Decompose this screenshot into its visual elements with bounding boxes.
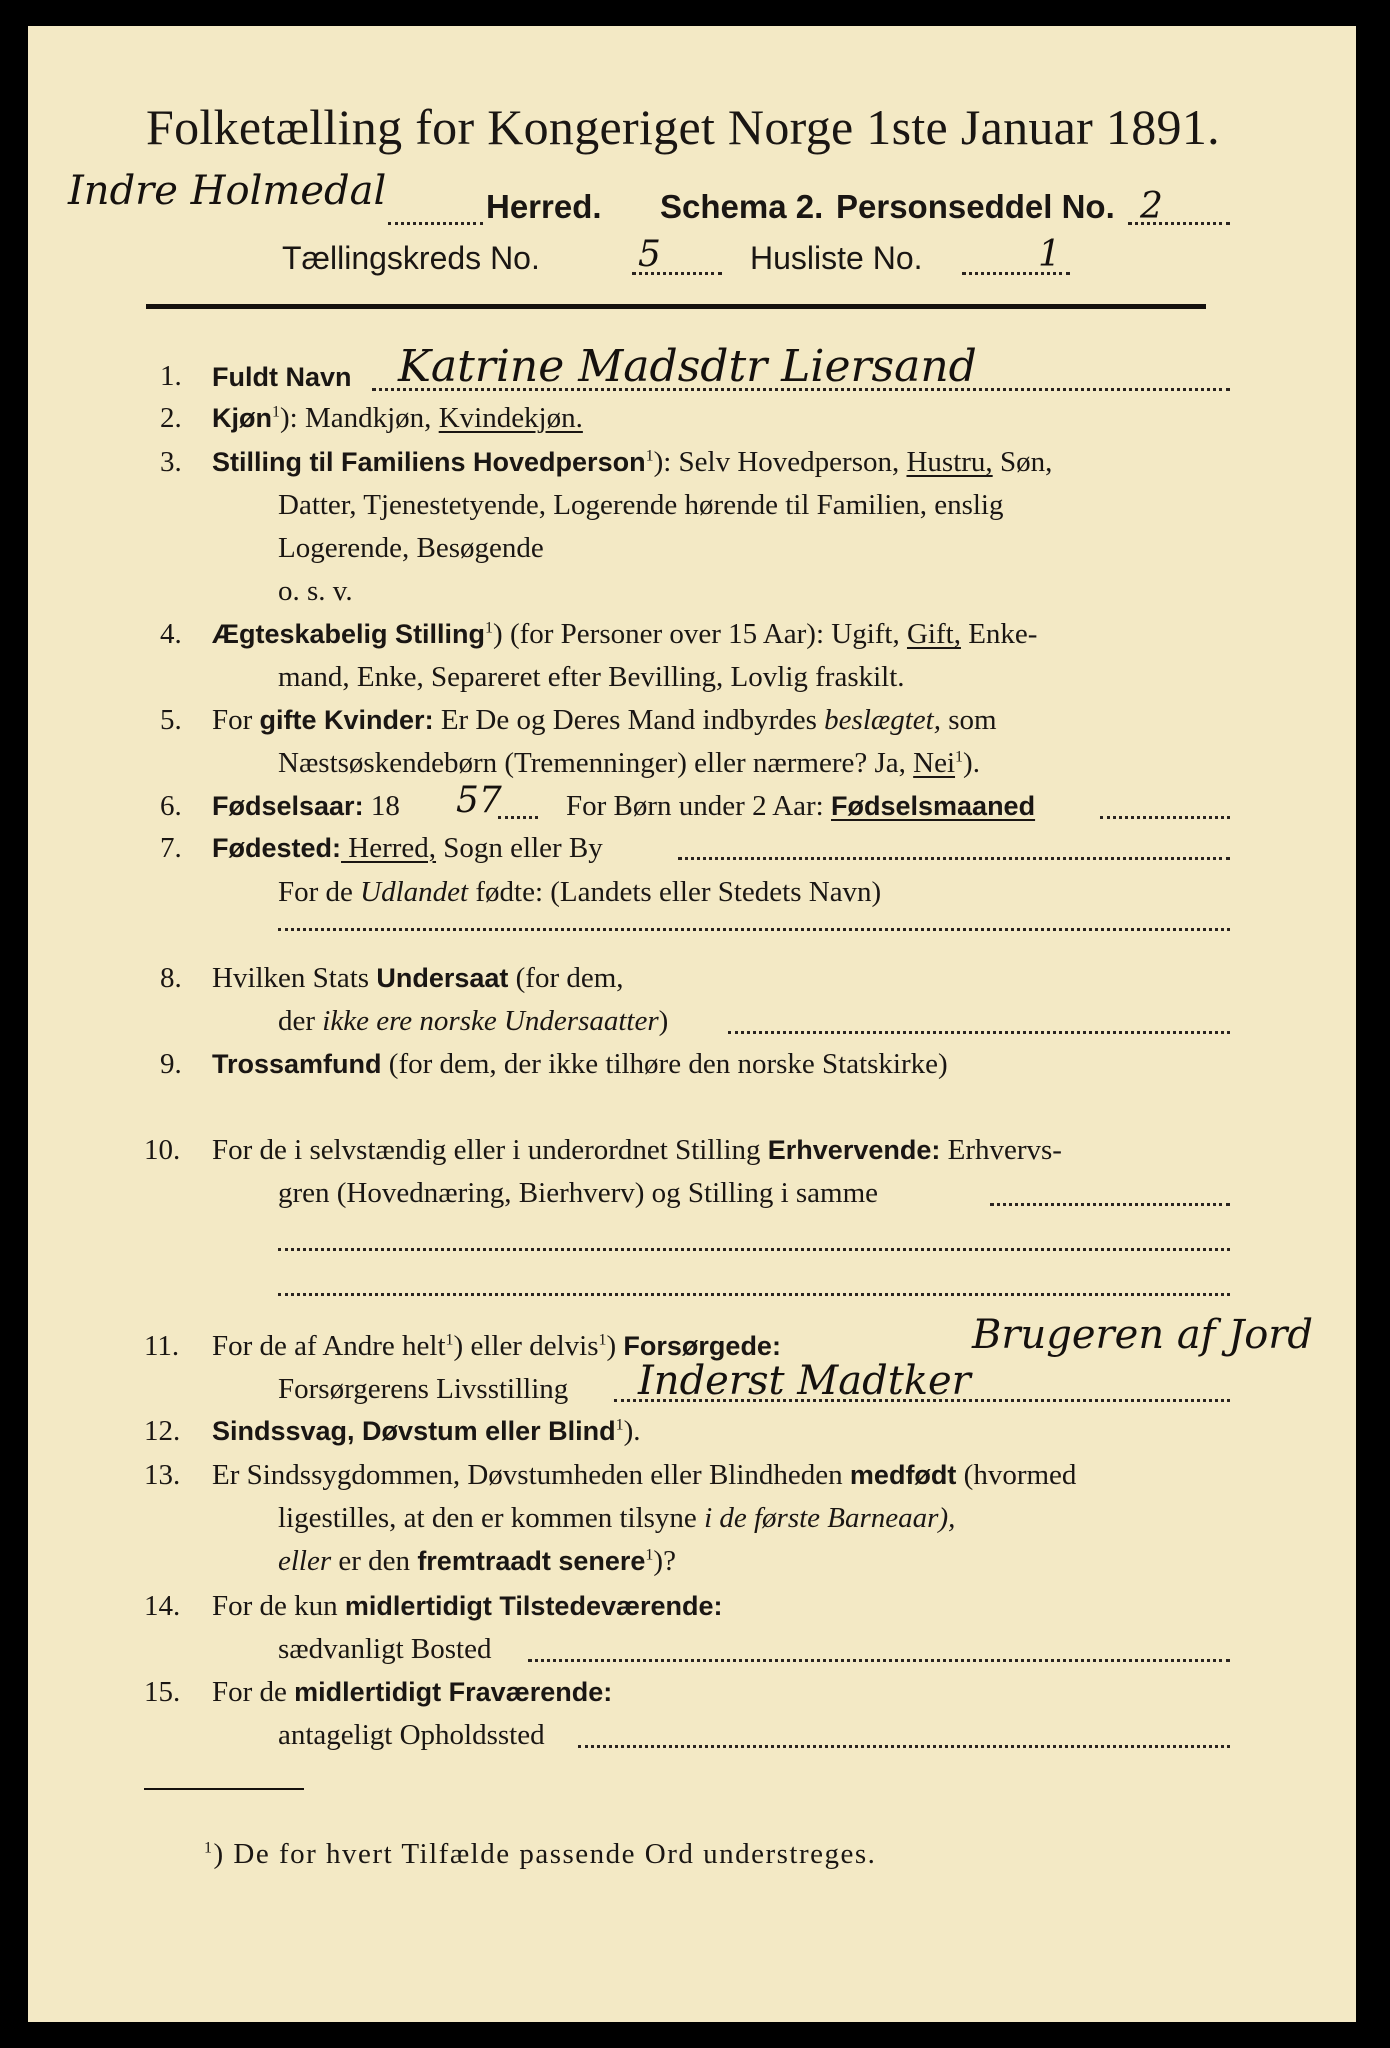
q7-line2-a: For de	[278, 876, 361, 909]
q6-line	[212, 790, 400, 823]
q15-number: 15.	[144, 1676, 181, 1709]
husliste-value: 1	[1038, 234, 1061, 275]
q10-dots-3	[278, 1293, 1230, 1296]
q10-line1	[212, 1134, 1062, 1167]
q2-text-a: ): Mandkjøn,	[280, 401, 439, 434]
q8-text-b: (for dem,	[508, 962, 624, 995]
q6-year-dots	[498, 816, 538, 819]
personseddel-value: 2	[1140, 186, 1163, 227]
q13-line3-label: fremtraadt senere	[417, 1546, 646, 1577]
q14-dots	[528, 1659, 1230, 1662]
q13-text-a: Er Sindssygdommen, Døvstumheden eller Blindheden	[212, 1459, 850, 1492]
q6-line-b	[566, 790, 1035, 823]
q4-sup: 1	[485, 619, 494, 637]
kreds-dots	[632, 272, 722, 275]
q14-text-a: For de kun	[212, 1590, 345, 1623]
q4-line2: mand, Enke, Separeret efter Bevilling, Lovlig fraskilt.	[278, 661, 905, 694]
q4-label: Ægteskabelig Stilling	[212, 619, 486, 650]
personseddel-dots	[1128, 222, 1230, 225]
q7-number: 7.	[160, 831, 182, 864]
q11-line2: Forsørgerens Livsstilling	[278, 1373, 569, 1406]
q12-number: 12.	[144, 1414, 181, 1447]
q12-sup: 1	[615, 1416, 624, 1434]
q12-line	[212, 1415, 641, 1448]
q10-number: 10.	[144, 1134, 181, 1167]
q11-sup-b: 1	[598, 1331, 607, 1349]
q3-line1-c: Søn,	[992, 446, 1053, 479]
q6-label: Fødselsaar:	[212, 791, 364, 822]
q5-label: gifte Kvinder:	[259, 705, 434, 736]
q7-text-b: Sogn eller By	[436, 831, 603, 864]
q8-line2	[278, 1005, 668, 1038]
q4-line1	[212, 618, 1037, 651]
footnote-sup: 1	[204, 1839, 214, 1857]
q14-line1	[212, 1590, 723, 1623]
q12-text: ).	[623, 1414, 641, 1447]
q13-line3-a: er den	[331, 1545, 418, 1578]
q3-number: 3.	[160, 446, 182, 479]
q1-dots	[372, 388, 1230, 391]
herred-handwritten: Indre Holmedal	[68, 168, 387, 214]
q10-text-b: Erhvervs-	[940, 1134, 1062, 1167]
q5-beslaegtet: beslægtet,	[824, 704, 941, 737]
q7-herred: Herred,	[341, 831, 437, 864]
form-title: Folketælling for Kongeriget Norge 1ste Januar 1891.	[146, 99, 1220, 155]
q5-line2	[278, 747, 980, 780]
q14-label: midlertidigt Tilstedeværende:	[344, 1591, 723, 1622]
q8-line2-a: der	[278, 1005, 323, 1038]
q7-dots	[678, 857, 1230, 860]
q15-label: midlertidigt Fraværende:	[294, 1677, 613, 1708]
q11-value: Brugeren af Jord	[972, 1311, 1314, 1358]
q6-dots	[1100, 816, 1230, 819]
kreds-value: 5	[638, 234, 661, 275]
q14-line2: sædvanligt Bosted	[278, 1633, 492, 1666]
q11-label: Forsørgede:	[623, 1331, 781, 1362]
q6-text: 18	[363, 790, 400, 823]
q9-text: (for dem, der ikke tilhøre den norske Statskirke)	[381, 1048, 948, 1081]
q10-text-a: For de i selvstændig eller i underordnet Stilling	[212, 1134, 768, 1167]
q10-dots-2	[278, 1248, 1230, 1251]
q5-nei: Nei	[913, 747, 956, 780]
schema-label: Schema 2.	[660, 188, 824, 225]
footnote-text: ) De for hvert Tilfælde passende Ord understreges.	[213, 1838, 877, 1870]
q13-line2-ital: i de første Barneaar),	[704, 1502, 956, 1535]
q5-text-b: Er De og Deres Mand indbyrdes	[433, 704, 825, 737]
q2-kvindekjon: Kvindekjøn.	[438, 401, 583, 434]
q7-line2	[278, 876, 881, 909]
q1-label: Fuldt Navn	[212, 362, 352, 393]
q8-line2-b: )	[658, 1005, 669, 1038]
q10-line2: gren (Hovednæring, Bierhverv) og Stilling i samme	[278, 1177, 879, 1210]
kreds-label: Tællingskreds No.	[282, 240, 540, 276]
q7-line1	[212, 832, 603, 865]
q2-sup: 1	[272, 403, 280, 421]
q13-line2	[278, 1502, 955, 1535]
q11-text-c: )	[606, 1330, 624, 1363]
q3-line2: Datter, Tjenestetyende, Logerende hørende til Familien, enslig	[278, 489, 1004, 522]
q6-number: 6.	[160, 790, 182, 823]
q11-number: 11.	[144, 1330, 180, 1363]
q8-number: 8.	[160, 962, 182, 995]
q13-label: medfødt	[849, 1460, 957, 1491]
q4-line1-c: Enke-	[960, 618, 1038, 651]
q1-name-value: Katrine Madsdtr Liersand	[398, 341, 977, 393]
q13-line3	[278, 1545, 676, 1578]
q8-line1	[212, 962, 624, 995]
q9-number: 9.	[160, 1048, 182, 1081]
q3-sup: 1	[645, 447, 654, 465]
q15-dots	[578, 1745, 1230, 1748]
husliste-dots	[962, 272, 1070, 275]
q12-label: Sindssvag, Døvstum eller Blind	[212, 1415, 616, 1446]
q7-dots-2	[278, 928, 1230, 931]
q5-line2-c: ).	[963, 747, 980, 780]
q3-line3: Logerende, Besøgende	[278, 532, 544, 565]
q5-line2-a: Næstsøskendebørn (Tremenninger) eller nærmere? Ja,	[278, 747, 914, 780]
footnote	[204, 1838, 876, 1871]
q13-number: 13.	[144, 1459, 181, 1492]
q6-year-value: 57	[456, 780, 502, 822]
q2-number: 2.	[160, 401, 182, 434]
q3-label: Stilling til Familiens Hovedperson	[212, 447, 646, 478]
q4-line1-a: ) (for Personer over 15 Aar): Ugift,	[493, 618, 907, 651]
q7-label: Fødested:	[212, 832, 342, 863]
q13-text-b: (hvormed	[956, 1459, 1077, 1492]
q2-line	[212, 402, 583, 435]
herred-label: Herred.	[486, 188, 602, 225]
q1-number: 1.	[160, 360, 182, 393]
census-form	[28, 26, 1356, 2022]
q11-text-a: For de af Andre helt	[212, 1330, 446, 1363]
q8-ikke-norske: ikke ere norske Undersaatter	[322, 1005, 659, 1038]
q13-line2-a: ligestilles, at den er kommen tilsyne	[278, 1502, 705, 1535]
header-rule	[146, 304, 1206, 309]
q10-dots	[990, 1203, 1230, 1206]
q11-sup-a: 1	[445, 1331, 454, 1349]
q7-line2-b: fødte: (Landets eller Stedets Navn)	[468, 876, 882, 909]
q5-text-c: som	[940, 704, 997, 737]
q6-label-b: Fødselsmaaned	[831, 791, 1036, 822]
q13-line3-b: )?	[653, 1545, 676, 1578]
q11-value2: Inderst Madtker	[638, 1358, 971, 1404]
q7-udlandet: Udlandet	[360, 876, 469, 909]
q8-text-a: Hvilken Stats	[212, 962, 377, 995]
q3-line4: o. s. v.	[278, 575, 353, 608]
q4-gift: Gift,	[906, 618, 961, 651]
q10-label: Erhvervende:	[767, 1135, 941, 1166]
q13-eller: eller	[278, 1545, 332, 1578]
q11-text-b: ) eller delvis	[453, 1330, 599, 1363]
q8-label: Undersaat	[376, 963, 509, 994]
q8-dots	[728, 1031, 1230, 1034]
q4-number: 4.	[160, 618, 182, 651]
q9-label: Trossamfund	[212, 1049, 382, 1080]
q13-line1	[212, 1459, 1076, 1492]
q6-text-b: For Børn under 2 Aar:	[566, 790, 831, 823]
q13-sup: 1	[645, 1546, 654, 1564]
q15-line1	[212, 1676, 612, 1709]
q9-line	[212, 1048, 948, 1081]
q5-text-a: For	[212, 704, 260, 737]
q15-text-a: For de	[212, 1676, 295, 1709]
q5-line1	[212, 704, 997, 737]
q14-number: 14.	[144, 1590, 181, 1623]
q3-line1-a: ): Selv Hovedperson,	[653, 446, 907, 479]
q2-label: Kjøn	[212, 402, 272, 433]
husliste-label: Husliste No.	[750, 240, 923, 276]
footnote-rule	[144, 1788, 304, 1790]
q15-line2: antageligt Opholdssted	[278, 1719, 545, 1752]
herred-dots	[388, 222, 483, 225]
personseddel-label: Personseddel No.	[836, 188, 1115, 225]
q3-hustru: Hustru,	[906, 446, 993, 479]
q5-sup: 1	[955, 748, 964, 766]
q5-number: 5.	[160, 704, 182, 737]
q3-line1	[212, 446, 1052, 479]
